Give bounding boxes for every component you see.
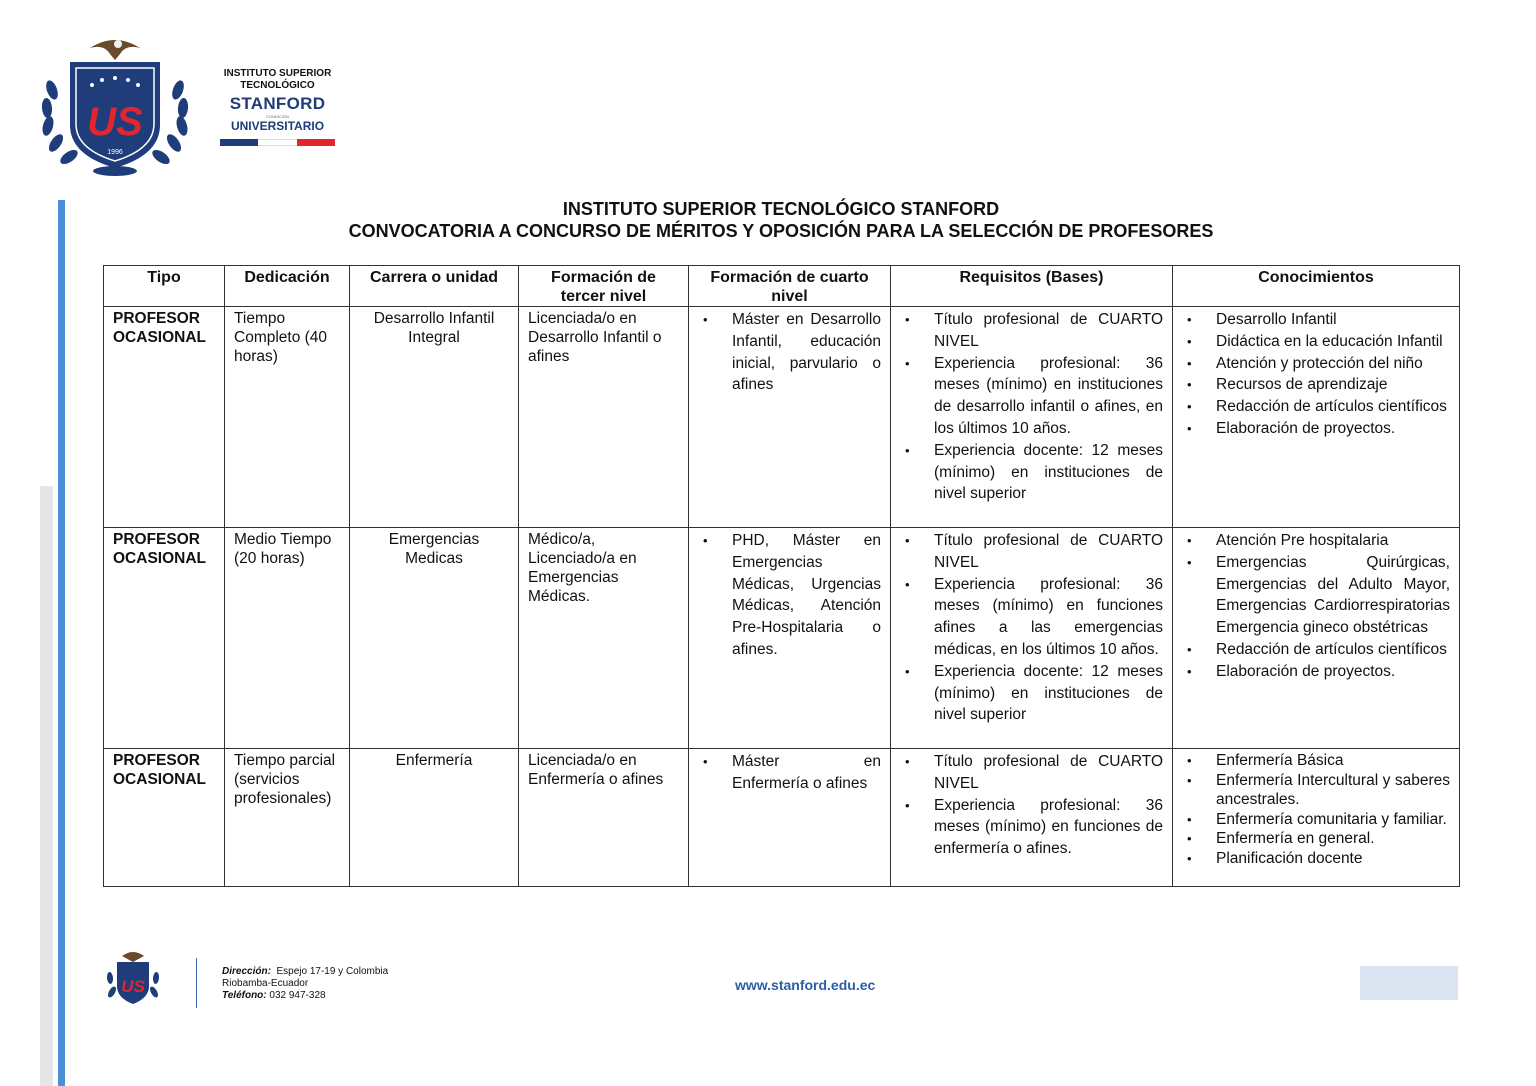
list-item: • Experiencia profesional: 36 meses (mínimo) en funciones de enfermería o afines. bbox=[934, 795, 1163, 860]
list-item: • Título profesional de CUARTO NIVEL bbox=[934, 751, 1163, 795]
list-item: • Enfermería Básica bbox=[1216, 751, 1450, 771]
footer-decorative-box bbox=[1360, 966, 1458, 1000]
cell-requisitos bbox=[891, 528, 1173, 749]
flag-stripe bbox=[220, 139, 335, 146]
cell-cuarto-nivel bbox=[689, 307, 891, 528]
list-item: • Emergencias Quirúrgicas, Emergencias del Adulto Mayor, Emergencias Cardiorrespiratorias Emergencia gineco obstétricas bbox=[1216, 552, 1450, 639]
phone-label: Teléfono: bbox=[222, 990, 267, 1001]
left-decorative-bar-gray bbox=[40, 486, 53, 1086]
cell-conocimientos bbox=[1173, 749, 1460, 887]
document-title bbox=[104, 198, 1458, 242]
cell-requisitos bbox=[891, 749, 1173, 887]
brand-block bbox=[210, 68, 345, 146]
cell-cuarto-nivel bbox=[689, 749, 891, 887]
table-header-row bbox=[104, 266, 1460, 307]
list-item: • Elaboración de proyectos. bbox=[1216, 418, 1450, 440]
list-item: • Experiencia profesional: 36 meses (mínimo) en funciones afines a las emergencias médicas, en los últimos 10 años. bbox=[934, 574, 1163, 661]
cell-conocimientos bbox=[1173, 307, 1460, 528]
footer-divider bbox=[196, 958, 197, 1008]
header-carrera: Carrera o unidad bbox=[350, 266, 519, 307]
address-label: Dirección: bbox=[222, 966, 271, 977]
table-row bbox=[104, 749, 1460, 887]
cell-requisitos bbox=[891, 307, 1173, 528]
list-item: • Enfermería en general. bbox=[1216, 829, 1450, 849]
cell-dedicacion: Medio Tiempo (20 horas) bbox=[225, 528, 350, 749]
cell-tercer-nivel: Licenciada/o en Enfermería o afines bbox=[519, 749, 689, 887]
list-item: • Atención Pre hospitalaria bbox=[1216, 530, 1450, 552]
cell-tipo: PROFESOR OCASIONAL bbox=[104, 307, 225, 528]
list-item: • PHD, Máster en Emergencias Médicas, Urgencias Médicas, Atención Pre-Hospitalaria o afines. bbox=[732, 530, 881, 661]
logo-year: 1996 bbox=[107, 149, 123, 156]
table-row bbox=[104, 307, 1460, 528]
brand-line2: TECNOLÓGICO bbox=[240, 80, 315, 91]
cell-conocimientos bbox=[1173, 528, 1460, 749]
cell-cuarto-nivel bbox=[689, 528, 891, 749]
cell-carrera: Emergencias Medicas bbox=[350, 528, 519, 749]
list-item: • Atención y protección del niño bbox=[1216, 353, 1450, 375]
list-item: • Recursos de aprendizaje bbox=[1216, 374, 1450, 396]
website-link[interactable]: www.stanford.edu.ec bbox=[735, 977, 876, 993]
list-item: • Enfermería comunitaria y familiar. bbox=[1216, 810, 1450, 830]
convocatoria-table bbox=[103, 265, 1460, 887]
cell-dedicacion: Tiempo Completo (40 horas) bbox=[225, 307, 350, 528]
cell-tercer-nivel: Licenciada/o en Desarrollo Infantil o afines bbox=[519, 307, 689, 528]
list-item: • Redacción de artículos científicos bbox=[1216, 639, 1450, 661]
list-item: • Desarrollo Infantil bbox=[1216, 309, 1450, 331]
brand-status: UNIVERSITARIO bbox=[230, 119, 325, 133]
list-item: • Experiencia profesional: 36 meses (mínimo) en instituciones de desarrollo infantil o afines, en los últimos 10 años. bbox=[934, 353, 1163, 440]
header-tercer-nivel: Formación de tercer nivel bbox=[519, 266, 689, 307]
list-item: • Máster en Enfermería o afines bbox=[732, 751, 881, 795]
cell-tercer-nivel: Médico/a, Licenciado/a en Emergencias Médicas. bbox=[519, 528, 689, 749]
list-item: • Experiencia docente: 12 meses (mínimo) en instituciones de nivel superior bbox=[934, 661, 1163, 726]
list-item: • Título profesional de CUARTO NIVEL bbox=[934, 530, 1163, 574]
header-tipo: Tipo bbox=[104, 266, 225, 307]
list-item: • Título profesional de CUARTO NIVEL bbox=[934, 309, 1163, 353]
list-item: • Planificación docente bbox=[1216, 849, 1450, 869]
header-conocimientos: Conocimientos bbox=[1173, 266, 1460, 307]
title-line1: INSTITUTO SUPERIOR TECNOLÓGICO STANFORD bbox=[562, 199, 1000, 219]
header-requisitos: Requisitos (Bases) bbox=[891, 266, 1173, 307]
list-item: • Enfermería Intercultural y saberes ancestrales. bbox=[1216, 771, 1450, 810]
logo-letters: US bbox=[87, 100, 143, 144]
cell-carrera: Enfermería bbox=[350, 749, 519, 887]
brand-condition: CONDICIÓN bbox=[266, 114, 289, 119]
header-cuarto-nivel: Formación de cuarto nivel bbox=[689, 266, 891, 307]
header-dedicacion: Dedicación bbox=[225, 266, 350, 307]
address-city: Riobamba-Ecuador bbox=[222, 978, 309, 989]
left-decorative-bar-blue bbox=[58, 200, 65, 1086]
list-item: • Redacción de artículos científicos bbox=[1216, 396, 1450, 418]
phone-value: 032 947-328 bbox=[269, 990, 326, 1001]
cell-tipo: PROFESOR OCASIONAL bbox=[104, 749, 225, 887]
brand-name: STANFORD bbox=[229, 94, 326, 113]
title-line2: CONVOCATORIA A CONCURSO DE MÉRITOS Y OPOSICIÓN PARA LA SELECCIÓN DE PROFESORES bbox=[348, 221, 1214, 241]
list-item: • Experiencia docente: 12 meses (mínimo) en instituciones de nivel superior bbox=[934, 440, 1163, 505]
cell-dedicacion: Tiempo parcial (servicios profesionales) bbox=[225, 749, 350, 887]
table-row bbox=[104, 528, 1460, 749]
list-item: • Máster en Desarrollo Infantil, educación inicial, parvulario o afines bbox=[732, 309, 881, 396]
stanford-logo bbox=[30, 30, 200, 180]
brand-line1: INSTITUTO SUPERIOR bbox=[223, 68, 332, 79]
footer-address-block bbox=[222, 966, 388, 1002]
footer-logo bbox=[102, 948, 164, 1010]
footer-logo-letters: US bbox=[121, 977, 145, 996]
address-value: Espejo 17-19 y Colombia bbox=[276, 966, 389, 977]
cell-tipo: PROFESOR OCASIONAL bbox=[104, 528, 225, 749]
cell-carrera: Desarrollo Infantil Integral bbox=[350, 307, 519, 528]
list-item: • Didáctica en la educación Infantil bbox=[1216, 331, 1450, 353]
list-item: • Elaboración de proyectos. bbox=[1216, 661, 1450, 683]
